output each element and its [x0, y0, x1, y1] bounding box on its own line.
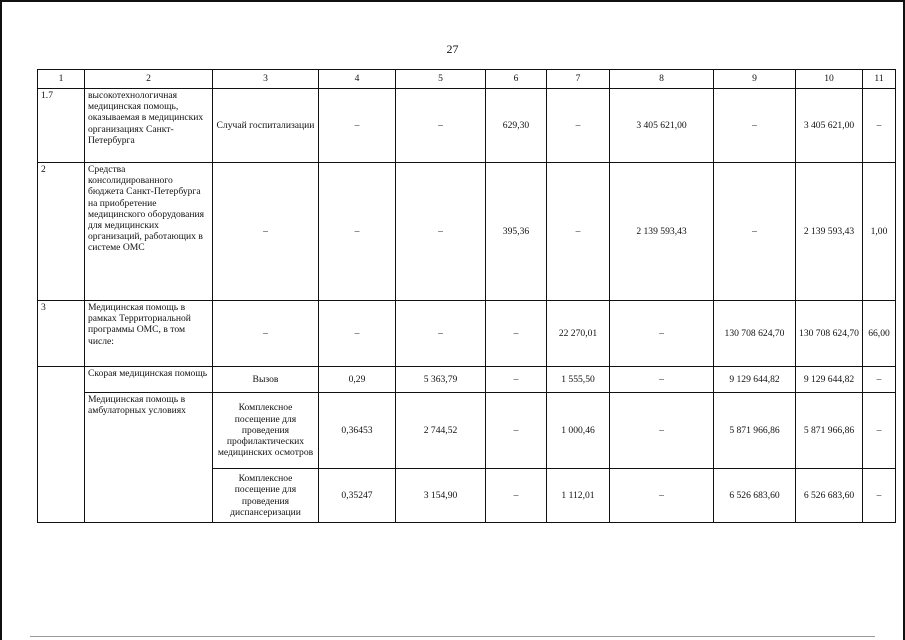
data-table: [37, 69, 896, 523]
value-cell: 3 405 621,00: [610, 89, 714, 163]
value-cell: 3 154,90: [396, 469, 486, 523]
value-cell: –: [610, 367, 714, 393]
row-name: Медицинская помощь в рамках Территориальной программы ОМС, в том числе:: [85, 301, 213, 367]
header-row: [38, 70, 896, 89]
value-cell: –: [547, 163, 610, 301]
value-cell: 6 526 683,60: [796, 469, 863, 523]
value-cell: –: [319, 89, 396, 163]
value-cell: –: [863, 469, 896, 523]
header-cell: 6: [486, 70, 547, 89]
row-name: Медицинская помощь в амбулаторных условиях: [85, 393, 213, 523]
value-cell: 0,35247: [319, 469, 396, 523]
header-cell: 9: [714, 70, 796, 89]
value-cell: 130 708 624,70: [714, 301, 796, 367]
row-name: высокотехнологичная медицинская помощь, оказываемая в медицинских организациях Санкт-Петербурга: [85, 89, 213, 163]
value-cell: –: [610, 301, 714, 367]
header-cell: 5: [396, 70, 486, 89]
value-cell: 3 405 621,00: [796, 89, 863, 163]
table-row: [38, 367, 896, 393]
value-cell: 629,30: [486, 89, 547, 163]
row-name: Средства консолидированного бюджета Санкт-Петербурга на приобретение медицинского оборудования для медицинских организаций, работающих в системе ОМС: [85, 163, 213, 301]
value-cell: –: [714, 89, 796, 163]
table-row: [38, 89, 896, 163]
value-cell: 9 129 644,82: [796, 367, 863, 393]
header-cell: 7: [547, 70, 610, 89]
row-number: 3: [38, 301, 85, 367]
header-cell: 4: [319, 70, 396, 89]
scan-border-left: [0, 0, 2, 640]
value-cell: –: [396, 301, 486, 367]
row-number: 1.7: [38, 89, 85, 163]
unit-cell: –: [213, 301, 319, 367]
value-cell: –: [396, 163, 486, 301]
table-row: [38, 393, 896, 469]
value-cell: 0,36453: [319, 393, 396, 469]
row-name: Скорая медицинская помощь: [85, 367, 213, 393]
value-cell: –: [486, 367, 547, 393]
value-cell: –: [863, 393, 896, 469]
table-row: [38, 301, 896, 367]
value-cell: 2 744,52: [396, 393, 486, 469]
header-cell: 3: [213, 70, 319, 89]
header-cell: 11: [863, 70, 896, 89]
value-cell: –: [319, 301, 396, 367]
value-cell: 22 270,01: [547, 301, 610, 367]
unit-cell: Комплексное посещение для проведения диспансеризации: [213, 469, 319, 523]
unit-cell: Комплексное посещение для проведения профилактических медицинских осмотров: [213, 393, 319, 469]
value-cell: –: [319, 163, 396, 301]
value-cell: –: [610, 393, 714, 469]
scan-border-top: [0, 0, 905, 2]
value-cell: 395,36: [486, 163, 547, 301]
value-cell: 1,00: [863, 163, 896, 301]
value-cell: 1 555,50: [547, 367, 610, 393]
value-cell: –: [610, 469, 714, 523]
header-cell: 8: [610, 70, 714, 89]
value-cell: 2 139 593,43: [796, 163, 863, 301]
value-cell: –: [486, 301, 547, 367]
header-cell: 1: [38, 70, 85, 89]
value-cell: 1 112,01: [547, 469, 610, 523]
value-cell: –: [863, 367, 896, 393]
value-cell: 9 129 644,82: [714, 367, 796, 393]
value-cell: –: [863, 89, 896, 163]
header-cell: 2: [85, 70, 213, 89]
unit-cell: Случай госпитализации: [213, 89, 319, 163]
value-cell: 66,00: [863, 301, 896, 367]
unit-cell: –: [213, 163, 319, 301]
value-cell: –: [396, 89, 486, 163]
value-cell: –: [714, 163, 796, 301]
table-row: [38, 163, 896, 301]
value-cell: –: [486, 469, 547, 523]
scan-bottom-line: [30, 636, 875, 637]
value-cell: –: [486, 393, 547, 469]
row-number: 2: [38, 163, 85, 301]
value-cell: 5 871 966,86: [714, 393, 796, 469]
value-cell: 0,29: [319, 367, 396, 393]
page-number: 27: [446, 42, 459, 56]
value-cell: –: [547, 89, 610, 163]
value-cell: 2 139 593,43: [610, 163, 714, 301]
unit-cell: Вызов: [213, 367, 319, 393]
value-cell: 6 526 683,60: [714, 469, 796, 523]
value-cell: 5 871 966,86: [796, 393, 863, 469]
value-cell: 130 708 624,70: [796, 301, 863, 367]
header-cell: 10: [796, 70, 863, 89]
row-number: [38, 367, 85, 523]
value-cell: 1 000,46: [547, 393, 610, 469]
value-cell: 5 363,79: [396, 367, 486, 393]
